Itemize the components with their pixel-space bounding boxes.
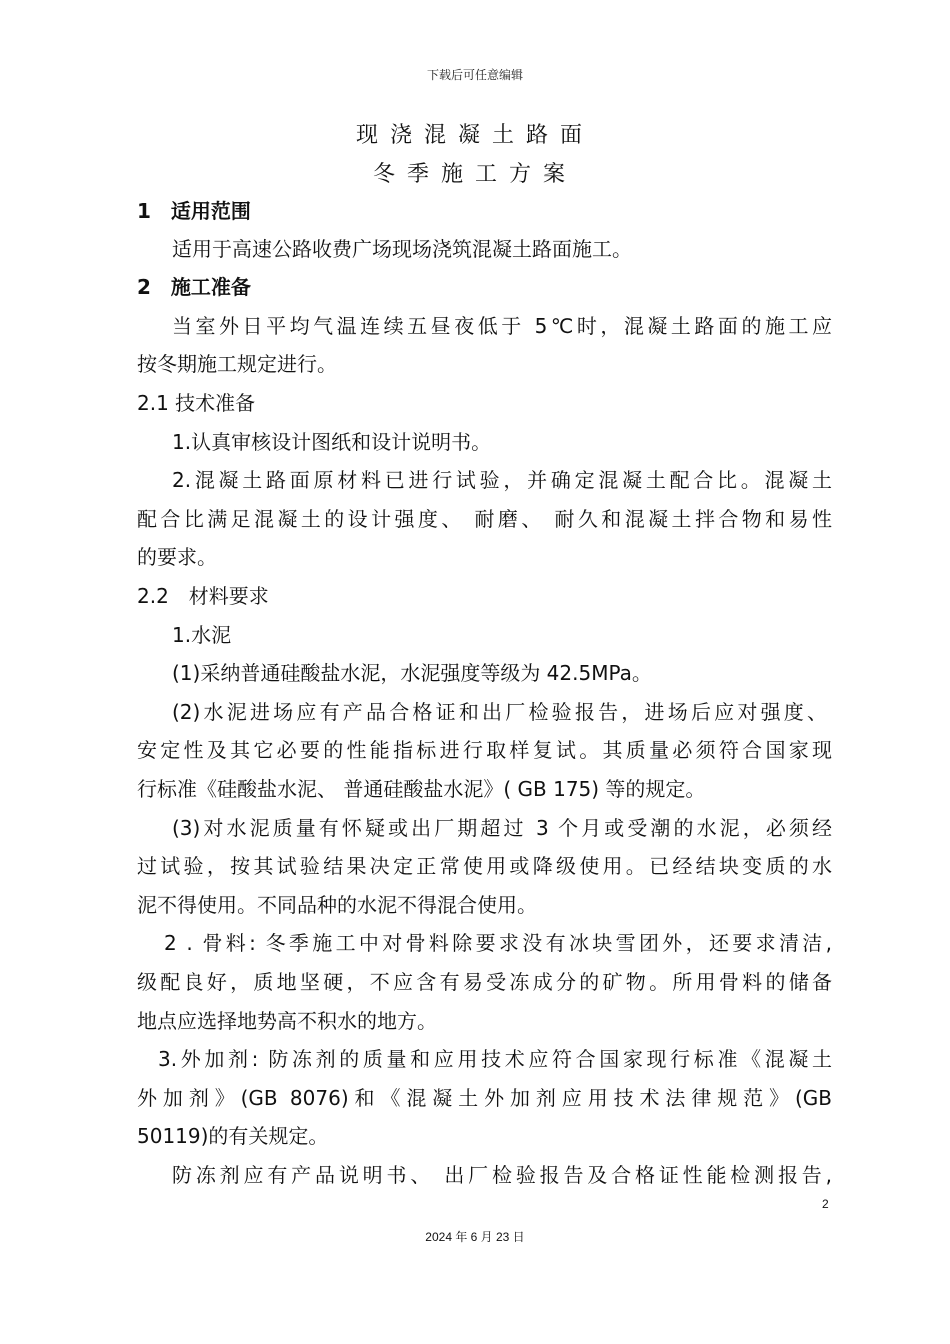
list-item: (3)对水泥质量有怀疑或出厂期超过 3 个月或受潮的水泥，必须经 <box>172 816 832 840</box>
paragraph-line: 地点应选择地势高不积水的地方。 <box>137 1009 437 1033</box>
document-title-line1: 现浇混凝土路面 <box>355 123 594 148</box>
section-heading-2: 2 施工准备 <box>137 275 251 299</box>
paragraph-line: 行标准《硅酸盐水泥、 普通硅酸盐水泥》( GB 175) 等的规定。 <box>137 777 706 801</box>
list-item: 1.水泥 <box>172 623 232 647</box>
subsection-heading-2-1: 2.1 技术准备 <box>137 391 256 415</box>
paragraph-line: 泥不得使用。不同品种的水泥不得混合使用。 <box>137 893 537 917</box>
subsection-heading-2-2: 2.2 材料要求 <box>137 584 269 608</box>
paragraph-line: 防冻剂应有产品说明书、 出厂检验报告及合格证性能检测报告, <box>172 1163 832 1187</box>
paragraph-line: 适用于高速公路收费广场现场浇筑混凝土路面施工。 <box>172 237 632 261</box>
section-heading-1: 1 适用范围 <box>137 199 251 223</box>
header-note: 下载后可任意编辑 <box>426 68 523 82</box>
list-item: 2 . 骨料: 冬季施工中对骨料除要求没有冰块雪团外，还要求清洁, <box>164 931 832 955</box>
list-item: 3.外加剂: 防冻剂的质量和应用技术应符合国家现行标准《混凝土 <box>158 1047 832 1071</box>
list-item: 1.认真审核设计图纸和设计说明书。 <box>172 430 492 454</box>
footer-date: 2024 年 6 月 23 日 <box>425 1230 525 1244</box>
paragraph-line: 安定性及其它必要的性能指标进行取样复试。其质量必须符合国家现 <box>137 738 832 762</box>
paragraph-line: 级配良好，质地坚硬，不应含有易受冻成分的矿物。所用骨料的储备 <box>137 970 832 994</box>
paragraph-line: 的要求。 <box>137 545 217 569</box>
page-number: 2 <box>822 1197 829 1211</box>
paragraph-line: 配合比满足混凝土的设计强度、 耐磨、 耐久和混凝土拌合物和易性 <box>137 507 832 531</box>
paragraph-line: 按冬期施工规定进行。 <box>137 352 337 376</box>
paragraph-line: 50119)的有关规定。 <box>137 1124 329 1148</box>
list-item: (2)水泥进场应有产品合格证和出厂检验报告，进场后应对强度、 <box>172 700 827 724</box>
paragraph-line: 当室外日平均气温连续五昼夜低于 5℃时，混凝土路面的施工应 <box>172 314 832 338</box>
document-title-line2: 冬季施工方案 <box>372 162 577 187</box>
paragraph-line: 过试验，按其试验结果决定正常使用或降级使用。已经结块变质的水 <box>137 854 832 878</box>
paragraph-line: 外加剂》(GB 8076)和《混凝土外加剂应用技术法律规范》(GB <box>137 1086 832 1110</box>
list-item: (1)采纳普通硅酸盐水泥，水泥强度等级为 42.5MPa。 <box>172 661 652 685</box>
list-item: 2.混凝土路面原材料已进行试验，并确定混凝土配合比。混凝土 <box>172 468 832 492</box>
